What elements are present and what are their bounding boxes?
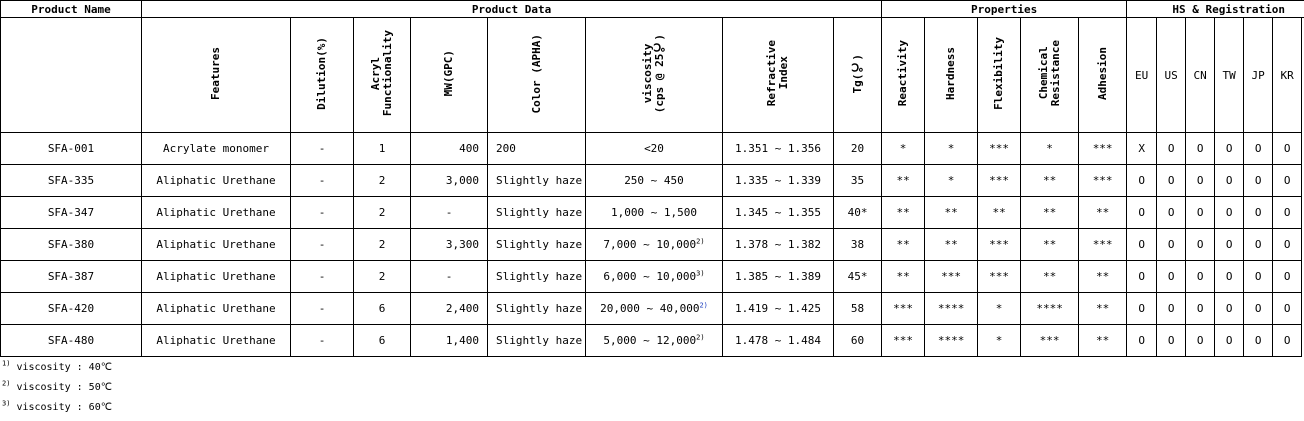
features-col-label: Features: [209, 47, 222, 100]
chemical-col-label: Chemical Resistance: [1036, 40, 1062, 107]
hardness-cell: **: [925, 197, 978, 229]
features-cell: Aliphatic Urethane: [142, 325, 291, 357]
us-cell: O: [1157, 165, 1186, 197]
cn-cell: O: [1186, 229, 1215, 261]
viscosity-value: 6,000 ~ 10,000: [603, 270, 697, 283]
ri-col-header: [723, 18, 834, 133]
color-col-label: Color (APHA): [529, 33, 543, 114]
tg-cell: 60: [834, 325, 882, 357]
mw-cell: 3,300: [411, 229, 488, 261]
cn-cell: O: [1186, 325, 1215, 357]
product-name-header: Product Name: [1, 1, 142, 18]
product-name-cell: SFA-380: [1, 229, 142, 261]
footnote-text: viscosity : 40℃: [16, 362, 112, 373]
adhesion-cell: **: [1079, 261, 1127, 293]
viscosity-cell: [586, 165, 723, 197]
product-name-cell: SFA-480: [1, 325, 142, 357]
acryl-col-header: [354, 18, 411, 133]
chemical-resistance-cell: *: [1021, 133, 1079, 165]
ri-col-label: Refractive Index: [765, 40, 790, 107]
properties-header: Properties: [882, 1, 1127, 18]
tg-cell: 58: [834, 293, 882, 325]
mw-cell: 400: [411, 133, 488, 165]
tw-cell: O: [1215, 133, 1244, 165]
reactivity-cell: **: [882, 261, 925, 293]
hardness-cell: *: [925, 165, 978, 197]
features-cell: Aliphatic Urethane: [142, 293, 291, 325]
refractive-index-cell: 1.335 ~ 1.339: [723, 165, 834, 197]
mw-col-header: [411, 18, 488, 133]
hardness-cell: ****: [925, 325, 978, 357]
hardness-cell: *: [925, 133, 978, 165]
tw-cell: O: [1215, 261, 1244, 293]
viscosity-cell: [586, 197, 723, 229]
us-cell: O: [1157, 133, 1186, 165]
refractive-index-cell: 1.419 ~ 1.425: [723, 293, 834, 325]
cn-cell: O: [1186, 261, 1215, 293]
footnote: [2, 399, 112, 414]
us-col-header: US: [1157, 18, 1186, 133]
reactivity-cell: **: [882, 229, 925, 261]
color-cell: 200: [488, 133, 586, 165]
table-body: [1, 133, 1304, 357]
adhesion-cell: ***: [1079, 229, 1127, 261]
features-cell: Aliphatic Urethane: [142, 197, 291, 229]
reactivity-col-label: Reactivity: [896, 40, 910, 107]
jp-col-header: JP: [1244, 18, 1273, 133]
tw-col-header: TW: [1215, 18, 1244, 133]
reactivity-cell: ***: [882, 325, 925, 357]
eu-col-header: EU: [1127, 18, 1157, 133]
chemical-resistance-cell: ***: [1021, 325, 1079, 357]
dilution-cell: -: [291, 197, 354, 229]
product-data-header: Product Data: [142, 1, 882, 18]
viscosity-value: <20: [644, 142, 664, 155]
color-col-header: [488, 18, 586, 133]
color-cell: Slightly haze: [488, 293, 586, 325]
viscosity-value: 250 ~ 450: [624, 174, 684, 187]
footnote: [2, 359, 112, 374]
product-name-cell: SFA-387: [1, 261, 142, 293]
kr-cell: O: [1273, 293, 1302, 325]
flexibility-cell: *: [978, 325, 1021, 357]
chemical-resistance-cell: **: [1021, 229, 1079, 261]
adhesion-col-header: [1079, 18, 1127, 133]
chemical-resistance-cell: **: [1021, 197, 1079, 229]
kr-cell: O: [1273, 165, 1302, 197]
adhesion-cell: **: [1079, 325, 1127, 357]
jp-cell: O: [1244, 293, 1273, 325]
acryl-functionality-cell: 1: [354, 133, 411, 165]
table-row: [1, 261, 1304, 293]
adhesion-col-label: Adhesion: [1095, 47, 1109, 100]
eu-cell: O: [1127, 261, 1157, 293]
header-blank-cell: [1, 18, 142, 133]
dilution-cell: -: [291, 133, 354, 165]
us-cell: O: [1157, 261, 1186, 293]
flexibility-col-label: Flexibility: [992, 37, 1006, 110]
acryl-functionality-cell: 2: [354, 165, 411, 197]
dilution-cell: -: [291, 165, 354, 197]
dilution-cell: -: [291, 293, 354, 325]
reactivity-cell: ***: [882, 293, 925, 325]
table-row: [1, 165, 1304, 197]
cn-cell: O: [1186, 293, 1215, 325]
refractive-index-cell: 1.378 ~ 1.382: [723, 229, 834, 261]
chemical-col-header: [1021, 18, 1079, 133]
tg-cell: 20: [834, 133, 882, 165]
adhesion-cell: ***: [1079, 165, 1127, 197]
viscosity-cell: [586, 229, 723, 261]
eu-cell: X: [1127, 133, 1157, 165]
jp-cell: O: [1244, 165, 1273, 197]
adhesion-cell: ***: [1079, 133, 1127, 165]
mw-cell: 2,400: [411, 293, 488, 325]
jp-cell: O: [1244, 229, 1273, 261]
viscosity-value: 1,000 ~ 1,500: [610, 206, 698, 219]
viscosity-value: 7,000 ~ 10,000: [603, 238, 697, 251]
viscosity-footnote-mark: 2): [696, 237, 705, 246]
adhesion-cell: **: [1079, 197, 1127, 229]
viscosity-value: 5,000 ~ 12,000: [603, 334, 697, 347]
kr-cell: O: [1273, 325, 1302, 357]
reactivity-cell: *: [882, 133, 925, 165]
adhesion-cell: **: [1079, 293, 1127, 325]
viscosity-cell: [586, 293, 723, 325]
tw-cell: O: [1215, 293, 1244, 325]
flexibility-cell: *: [978, 293, 1021, 325]
hardness-cell: ****: [925, 293, 978, 325]
table-row: [1, 293, 1304, 325]
color-cell: Slightly haze: [488, 165, 586, 197]
footnote-mark: 2): [2, 379, 11, 388]
acryl-functionality-cell: 6: [354, 293, 411, 325]
acryl-functionality-cell: 2: [354, 261, 411, 293]
kr-cell: O: [1273, 133, 1302, 165]
product-name-cell: SFA-347: [1, 197, 142, 229]
table-row: [1, 325, 1304, 357]
tg-cell: 35: [834, 165, 882, 197]
acryl-col-label: Acryl Functionality: [369, 30, 394, 117]
column-header-row: [1, 18, 1304, 133]
viscosity-col-label: viscosity (cps @ 25℃): [641, 33, 666, 114]
jp-cell: O: [1244, 197, 1273, 229]
hardness-col-header: [925, 18, 978, 133]
hs-registration-header: HS & Registration: [1127, 1, 1304, 18]
features-cell: Aliphatic Urethane: [142, 229, 291, 261]
viscosity-footnote-mark: 2): [696, 333, 705, 342]
mw-cell: 3,000: [411, 165, 488, 197]
us-cell: O: [1157, 197, 1186, 229]
footnote-text: viscosity : 60℃: [16, 402, 112, 413]
header-group-row: [1, 1, 1304, 18]
reactivity-cell: **: [882, 197, 925, 229]
hardness-cell: ***: [925, 261, 978, 293]
cn-cell: O: [1186, 133, 1215, 165]
product-name-cell: SFA-420: [1, 293, 142, 325]
dilution-cell: -: [291, 325, 354, 357]
eu-cell: O: [1127, 293, 1157, 325]
product-name-cell: SFA-335: [1, 165, 142, 197]
features-cell: Acrylate monomer: [142, 133, 291, 165]
color-cell: Slightly haze: [488, 261, 586, 293]
jp-cell: O: [1244, 133, 1273, 165]
refractive-index-cell: 1.385 ~ 1.389: [723, 261, 834, 293]
us-cell: O: [1157, 293, 1186, 325]
tg-cell: 45*: [834, 261, 882, 293]
cn-col-header: CN: [1186, 18, 1215, 133]
refractive-index-cell: 1.345 ~ 1.355: [723, 197, 834, 229]
features-col-header: [142, 18, 291, 133]
flexibility-col-header: [978, 18, 1021, 133]
dilution-col-header: [291, 18, 354, 133]
viscosity-footnote-mark: 2): [699, 301, 708, 310]
flexibility-cell: ***: [978, 133, 1021, 165]
flexibility-cell: **: [978, 197, 1021, 229]
acryl-functionality-cell: 2: [354, 229, 411, 261]
table-row: [1, 229, 1304, 261]
cn-cell: O: [1186, 197, 1215, 229]
hardness-cell: **: [925, 229, 978, 261]
eu-cell: O: [1127, 197, 1157, 229]
viscosity-footnote-mark: 3): [696, 269, 705, 278]
acryl-functionality-cell: 6: [354, 325, 411, 357]
footnote-mark: 1): [2, 359, 11, 368]
reactivity-cell: **: [882, 165, 925, 197]
footnote-mark: 3): [2, 399, 11, 408]
acryl-functionality-cell: 2: [354, 197, 411, 229]
table-row: [1, 197, 1304, 229]
dilution-cell: -: [291, 229, 354, 261]
product-name-cell: SFA-001: [1, 133, 142, 165]
flexibility-cell: ***: [978, 229, 1021, 261]
eu-cell: O: [1127, 325, 1157, 357]
features-cell: Aliphatic Urethane: [142, 165, 291, 197]
chemical-resistance-cell: ****: [1021, 293, 1079, 325]
viscosity-cell: [586, 325, 723, 357]
mw-col-label: MW(GPC): [442, 50, 455, 97]
reactivity-col-header: [882, 18, 925, 133]
viscosity-col-header: [586, 18, 723, 133]
tw-cell: O: [1215, 165, 1244, 197]
us-cell: O: [1157, 325, 1186, 357]
refractive-index-cell: 1.478 ~ 1.484: [723, 325, 834, 357]
flexibility-cell: ***: [978, 261, 1021, 293]
flexibility-cell: ***: [978, 165, 1021, 197]
jp-cell: O: [1244, 261, 1273, 293]
footnote: [2, 379, 112, 394]
footnote-text: viscosity : 50℃: [16, 382, 112, 393]
hardness-col-label: Hardness: [944, 47, 958, 100]
color-cell: Slightly haze: [488, 197, 586, 229]
viscosity-cell: [586, 261, 723, 293]
cn-cell: O: [1186, 165, 1215, 197]
tw-cell: O: [1215, 229, 1244, 261]
tw-cell: O: [1215, 197, 1244, 229]
tg-col-label: Tg(℃): [850, 53, 864, 94]
kr-cell: O: [1273, 197, 1302, 229]
features-cell: Aliphatic Urethane: [142, 261, 291, 293]
mw-cell: 1,400: [411, 325, 488, 357]
dilution-cell: -: [291, 261, 354, 293]
chemical-resistance-cell: **: [1021, 165, 1079, 197]
eu-cell: O: [1127, 229, 1157, 261]
mw-cell: -: [411, 197, 488, 229]
us-cell: O: [1157, 229, 1186, 261]
tg-cell: 38: [834, 229, 882, 261]
mw-cell: -: [411, 261, 488, 293]
viscosity-cell: [586, 133, 723, 165]
kr-cell: O: [1273, 261, 1302, 293]
tg-col-header: [834, 18, 882, 133]
refractive-index-cell: 1.351 ~ 1.356: [723, 133, 834, 165]
color-cell: Slightly haze: [488, 325, 586, 357]
chemical-resistance-cell: **: [1021, 261, 1079, 293]
eu-cell: O: [1127, 165, 1157, 197]
kr-cell: O: [1273, 229, 1302, 261]
tg-cell: 40*: [834, 197, 882, 229]
table-row: [1, 133, 1304, 165]
viscosity-value: 20,000 ~ 40,000: [600, 302, 700, 315]
color-cell: Slightly haze: [488, 229, 586, 261]
jp-cell: O: [1244, 325, 1273, 357]
kr-col-header: KR: [1273, 18, 1302, 133]
tw-cell: O: [1215, 325, 1244, 357]
dilution-col-label: Dilution(%): [315, 37, 328, 110]
